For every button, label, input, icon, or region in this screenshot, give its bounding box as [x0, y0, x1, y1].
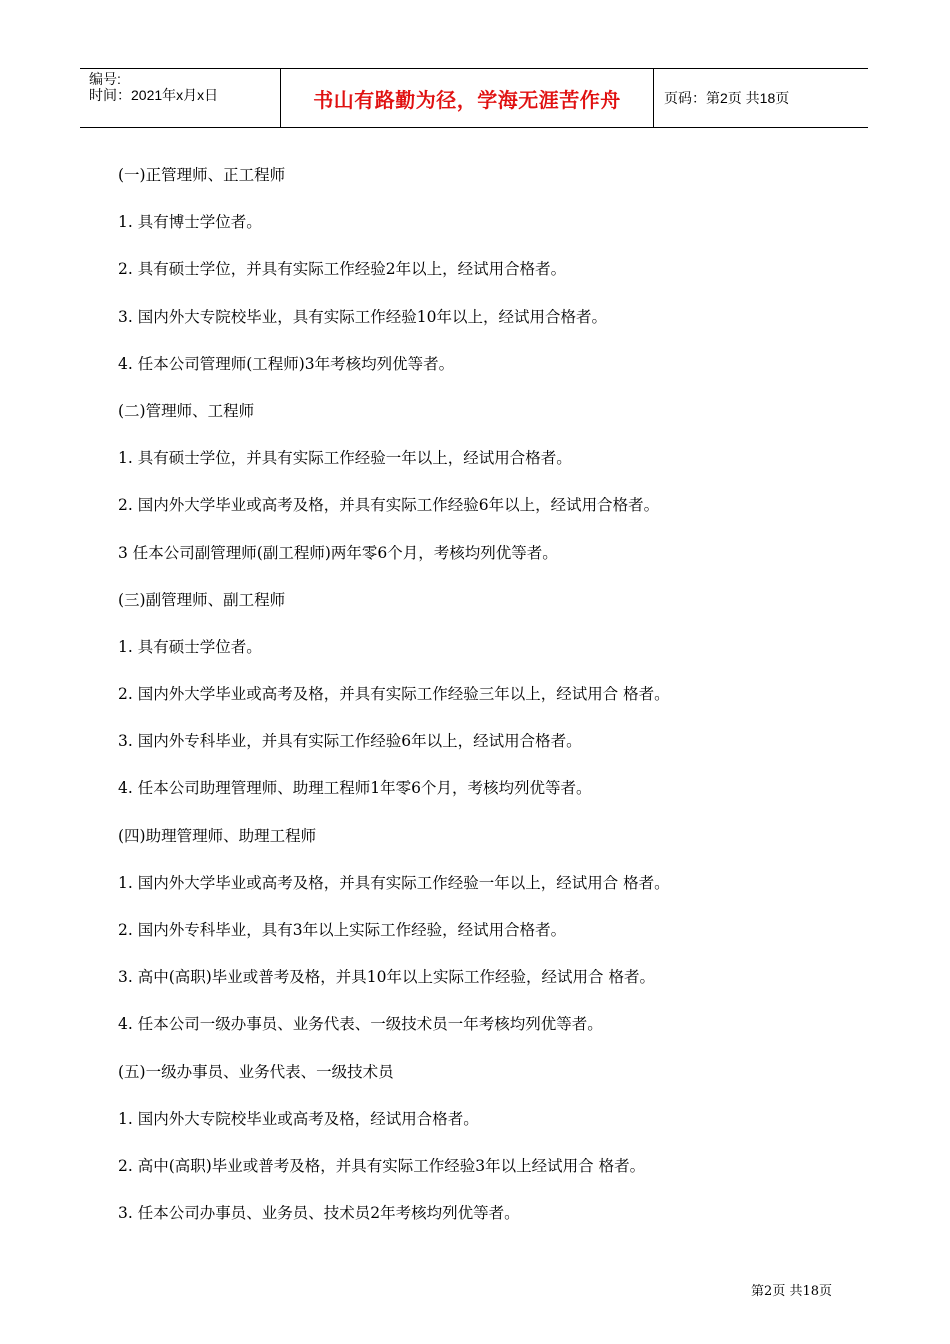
header-meta	[80, 69, 281, 127]
list-item: 2. 国内外专科毕业，具有3年以上实际工作经验，经试用合格者。	[118, 921, 567, 939]
list-item: 2. 具有硕士学位，并具有实际工作经验2年以上，经试用合格者。	[118, 260, 567, 279]
header-page-info: 页码：第2页 共18页	[664, 90, 790, 106]
header-motto: 书山有路勤为径，学海无涯苦作舟	[281, 69, 654, 127]
list-item: 3 任本公司副管理师(副工程师)两年零6个月，考核均列优等者。	[118, 543, 558, 562]
list-item: 2. 国内外大学毕业或高考及格，并具有实际工作经验6年以上，经试用合格者。	[118, 496, 660, 515]
list-item: 1. 具有硕士学位者。	[118, 637, 262, 656]
page-footer: 第2页 共18页	[751, 1284, 832, 1299]
section-heading: (三)副管理师、副工程师	[118, 590, 286, 609]
list-item: 3. 任本公司办事员、业务员、技术员2年考核均列优等者。	[118, 1204, 520, 1223]
list-item: 3. 国内外专科毕业，并具有实际工作经验6年以上，经试用合格者。	[118, 732, 582, 751]
page-header	[80, 68, 868, 128]
list-item: 3. 高中(高职)毕业或普考及格，并具10年以上实际工作经验，经试用合 格者。	[118, 968, 655, 987]
list-item: 1. 具有硕士学位，并具有实际工作经验一年以上，经试用合格者。	[118, 449, 572, 468]
list-item: 1. 国内外大学毕业或高考及格，并具有实际工作经验一年以上，经试用合 格者。	[118, 873, 670, 892]
section-heading: (一)正管理师、正工程师	[118, 166, 286, 184]
list-item: 4. 任本公司助理管理师、助理工程师1年零6个月，考核均列优等者。	[118, 779, 592, 798]
list-item: 1. 具有博士学位者。	[118, 213, 262, 232]
list-item: 2. 高中(高职)毕业或普考及格，并具有实际工作经验3年以上经试用合 格者。	[118, 1156, 646, 1175]
list-item: 3. 国内外大专院校毕业，具有实际工作经验10年以上，经试用合格者。	[118, 307, 607, 326]
list-item: 4. 任本公司管理师(工程师)3年考核均列优等者。	[118, 354, 455, 373]
list-item: 4. 任本公司一级办事员、业务代表、一级技术员一年考核均列优等者。	[118, 1015, 603, 1034]
document-number-label: 编号:	[89, 71, 121, 87]
section-heading: (五)一级办事员、业务代表、一级技术员	[118, 1062, 394, 1081]
list-item: 2. 国内外大学毕业或高考及格，并具有实际工作经验三年以上，经试用合 格者。	[118, 685, 670, 704]
document-time: 时间：2021年x月x日	[89, 87, 219, 103]
document-body	[118, 160, 838, 1245]
list-item: 1. 国内外大专院校毕业或高考及格，经试用合格者。	[118, 1109, 479, 1128]
section-heading: (二)管理师、工程师	[118, 401, 255, 420]
section-heading: (四)助理管理师、助理工程师	[118, 826, 317, 845]
